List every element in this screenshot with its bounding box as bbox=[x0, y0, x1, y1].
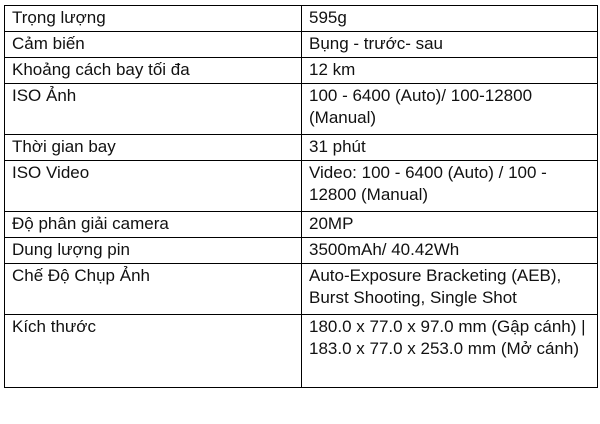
spec-value: Auto-Exposure Bracketing (AEB), Burst Shooting, Single Shot bbox=[302, 264, 598, 315]
table-row bbox=[5, 161, 598, 212]
spec-value: 595g bbox=[302, 6, 598, 32]
spec-value: 31 phút bbox=[302, 135, 598, 161]
spec-label: Kích thước bbox=[5, 315, 302, 388]
spec-label: Độ phân giải camera bbox=[5, 212, 302, 238]
table-row bbox=[5, 58, 598, 84]
table-row bbox=[5, 238, 598, 264]
spec-value: 180.0 x 77.0 x 97.0 mm (Gập cánh) | 183.0 x 77.0 x 253.0 mm (Mở cánh) bbox=[302, 315, 598, 388]
spec-value: 12 km bbox=[302, 58, 598, 84]
spec-value: 20MP bbox=[302, 212, 598, 238]
spec-label: Dung lượng pin bbox=[5, 238, 302, 264]
spec-table bbox=[4, 5, 598, 388]
spec-label: Thời gian bay bbox=[5, 135, 302, 161]
spec-label: Cảm biến bbox=[5, 32, 302, 58]
spec-value: 3500mAh/ 40.42Wh bbox=[302, 238, 598, 264]
spec-value: Bụng - trước- sau bbox=[302, 32, 598, 58]
table-row bbox=[5, 212, 598, 238]
table-row bbox=[5, 264, 598, 315]
table-row bbox=[5, 135, 598, 161]
spec-label: Trọng lượng bbox=[5, 6, 302, 32]
spec-label: ISO Ảnh bbox=[5, 84, 302, 135]
spec-label: Khoảng cách bay tối đa bbox=[5, 58, 302, 84]
spec-value: 100 - 6400 (Auto)/ 100-12800 (Manual) bbox=[302, 84, 598, 135]
spec-label: Chế Độ Chụp Ảnh bbox=[5, 264, 302, 315]
table-row bbox=[5, 6, 598, 32]
spec-value: Video: 100 - 6400 (Auto) / 100 - 12800 (Manual) bbox=[302, 161, 598, 212]
table-row bbox=[5, 32, 598, 58]
spec-label: ISO Video bbox=[5, 161, 302, 212]
table-row bbox=[5, 84, 598, 135]
table-row bbox=[5, 315, 598, 388]
